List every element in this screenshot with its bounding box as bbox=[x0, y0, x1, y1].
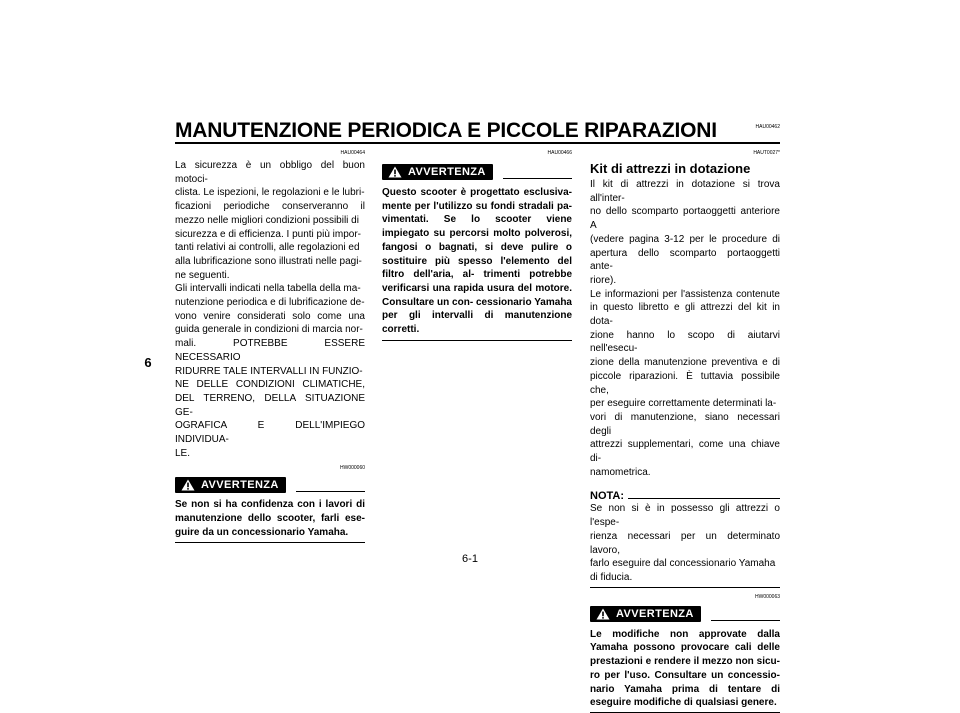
body-paragraph bbox=[590, 178, 780, 479]
text-line: clista. Le ispezioni, le regolazioni e le lubri- bbox=[175, 187, 365, 199]
text-line: nario Yamaha prima di tentare di bbox=[590, 683, 780, 695]
text-line: OGRAFICA E DELL'IMPIEGO INDIVIDUA- bbox=[175, 420, 365, 446]
text-line: zione hanno lo scopo di aiutarvi nell'esecu- bbox=[590, 329, 780, 355]
warning-label: AVVERTENZA bbox=[201, 479, 279, 492]
text-line: per eseguire correttamente determinati la- bbox=[590, 398, 777, 410]
warning-header bbox=[382, 164, 572, 180]
text-line: vori di manutenzione, siano necessari degli bbox=[590, 411, 780, 437]
column-1 bbox=[175, 150, 365, 543]
warning-header-line bbox=[711, 620, 780, 621]
text-line: Le modifiche non approvate dalla bbox=[590, 628, 780, 640]
warning-header bbox=[590, 606, 780, 622]
text-line: guida generale in condizioni di marcia nor- bbox=[175, 324, 363, 336]
text-line: Questo scooter è progettato esclusiva- bbox=[382, 187, 572, 198]
text-line: vimentati. Se lo scooter viene impiegato bbox=[382, 214, 572, 240]
warning-code: HW000063 bbox=[754, 593, 780, 600]
text-line: DEL TERRENO, DELLA SITUAZIONE GE- bbox=[175, 392, 365, 418]
page-title: MANUTENZIONE PERIODICA E PICCOLE RIPARAZIONI bbox=[175, 119, 717, 142]
text-line: di fiducia. bbox=[590, 571, 633, 583]
column-3 bbox=[590, 150, 780, 713]
text-line: Il kit di attrezzi in dotazione si trova all'inter- bbox=[590, 179, 780, 204]
warning-text bbox=[590, 628, 780, 710]
title-code: HAU00462 bbox=[755, 124, 780, 130]
text-line: LE. bbox=[175, 447, 191, 459]
text-line: guire da un concessionario Yamaha. bbox=[175, 526, 349, 538]
text-line: in questo libretto e gli attrezzi del kit in dota- bbox=[590, 302, 780, 328]
warning-label: AVVERTENZA bbox=[408, 166, 486, 178]
note-header bbox=[590, 488, 780, 502]
text-line: ficazioni periodiche conserveranno il bbox=[175, 201, 365, 213]
section-code: HAU00466 bbox=[547, 150, 572, 156]
warning-triangle-icon bbox=[181, 479, 195, 491]
text-line: Yamaha possono provocare cali delle bbox=[590, 642, 780, 654]
warning-end-rule bbox=[382, 340, 572, 341]
title-rule bbox=[175, 142, 780, 144]
text-line: sicurezza e di efficienza. I punti più impor- bbox=[175, 228, 362, 240]
text-line: namometrica. bbox=[590, 466, 651, 478]
text-line: NE DELLE CONDIZIONI CLIMATICHE, bbox=[175, 379, 365, 391]
text-line: mente per l'utilizzo su fondi stradali pa- bbox=[382, 200, 572, 212]
warning-triangle-icon bbox=[388, 166, 402, 178]
text-line: alla lubrificazione sono illustrati nelle pagi- bbox=[175, 255, 362, 267]
text-line: tanti relativi ai controlli, alle regolazioni ed bbox=[175, 242, 360, 254]
text-line: mezzo nelle migliori condizioni possibili di bbox=[175, 214, 359, 226]
warning-label: AVVERTENZA bbox=[616, 607, 694, 620]
text-line: spesso l'elemento del filtro dell'aria, al- bbox=[382, 255, 573, 281]
text-line: prestazioni e rendere il mezzo non sicu- bbox=[590, 656, 780, 668]
text-line: trimenti potrebbe verificarsi una rapida bbox=[382, 269, 573, 294]
text-line: farlo eseguire dal concessionario Yamaha bbox=[590, 558, 776, 570]
warning-end-rule bbox=[175, 542, 365, 543]
text-line: ne seguenti. bbox=[175, 269, 230, 281]
note-text bbox=[590, 502, 780, 584]
warning-text bbox=[382, 186, 572, 337]
chapter-tab: 6 bbox=[144, 355, 152, 370]
note-label: NOTA: bbox=[590, 490, 625, 503]
text-line: cessionario Yamaha per gli intervalli di bbox=[382, 296, 572, 322]
text-line: rienza necessari per un determinato lavoro, bbox=[590, 530, 780, 556]
text-line: no dello scomparto portaoggetti anteriore A bbox=[590, 206, 780, 232]
warning-header-line bbox=[296, 491, 365, 492]
text-line: su percorsi molto polverosi, fangosi o bbox=[382, 228, 572, 253]
section-code: HAUT0027* bbox=[753, 150, 780, 156]
page-number: 6-1 bbox=[462, 553, 478, 565]
note-end-rule bbox=[590, 587, 780, 588]
warning-badge bbox=[175, 477, 286, 493]
text-line: riore). bbox=[590, 274, 617, 286]
text-line: La sicurezza è un obbligo del buon motoci- bbox=[175, 160, 365, 185]
warning-badge bbox=[382, 164, 493, 180]
text-line: nutenzione periodica e di lubrificazione de- bbox=[175, 297, 365, 309]
warning-text bbox=[175, 498, 365, 539]
column-2 bbox=[382, 150, 572, 341]
text-line: piccole riparazioni. È tuttavia possibile che, bbox=[590, 370, 780, 396]
text-line: manutenzione corretti. bbox=[382, 310, 573, 336]
text-line: (vedere pagina 3-12 per le procedure di bbox=[590, 233, 780, 245]
text-line: Gli intervalli indicati nella tabella della ma- bbox=[175, 283, 361, 295]
warning-header-line bbox=[503, 178, 572, 179]
text-line: attrezzi supplementari, come una chiave di- bbox=[590, 439, 780, 465]
section-code: HAU00464 bbox=[340, 150, 365, 156]
text-line: usura del motore. Consultare un con- bbox=[382, 282, 573, 308]
text-line: bagnati, si deve pulire o sostituire più bbox=[382, 241, 573, 267]
intro-paragraph bbox=[175, 159, 365, 460]
note-header-line bbox=[628, 498, 780, 499]
text-line: apertura dello scomparto portaoggetti ante- bbox=[590, 247, 780, 273]
warning-header bbox=[175, 477, 365, 493]
text-line: Se non si è in possesso gli attrezzi o l'espe- bbox=[590, 503, 780, 529]
text-line: eseguire modifiche di qualsiasi genere. bbox=[590, 697, 777, 709]
text-line: ro per l'uso. Consultare un concessio- bbox=[590, 669, 780, 681]
text-line: manutenzione dello scooter, farli ese- bbox=[175, 513, 365, 525]
text-line: zione della manutenzione preventiva e di bbox=[590, 357, 780, 369]
section-subtitle: Kit di attrezzi in dotazione bbox=[590, 161, 751, 176]
warning-code: HW000060 bbox=[339, 465, 365, 472]
text-line: vono venire considerati solo come una bbox=[175, 310, 365, 322]
text-line: Se non si ha confidenza con i lavori di bbox=[175, 499, 365, 511]
text-line: mali. POTREBBE ESSERE NECESSARIO bbox=[175, 338, 365, 363]
warning-triangle-icon bbox=[596, 608, 610, 620]
text-line: RIDURRE TALE INTERVALLI IN FUNZIO- bbox=[175, 365, 363, 377]
warning-badge bbox=[590, 606, 701, 622]
text-line: Le informazioni per l'assistenza contenute bbox=[590, 288, 780, 300]
